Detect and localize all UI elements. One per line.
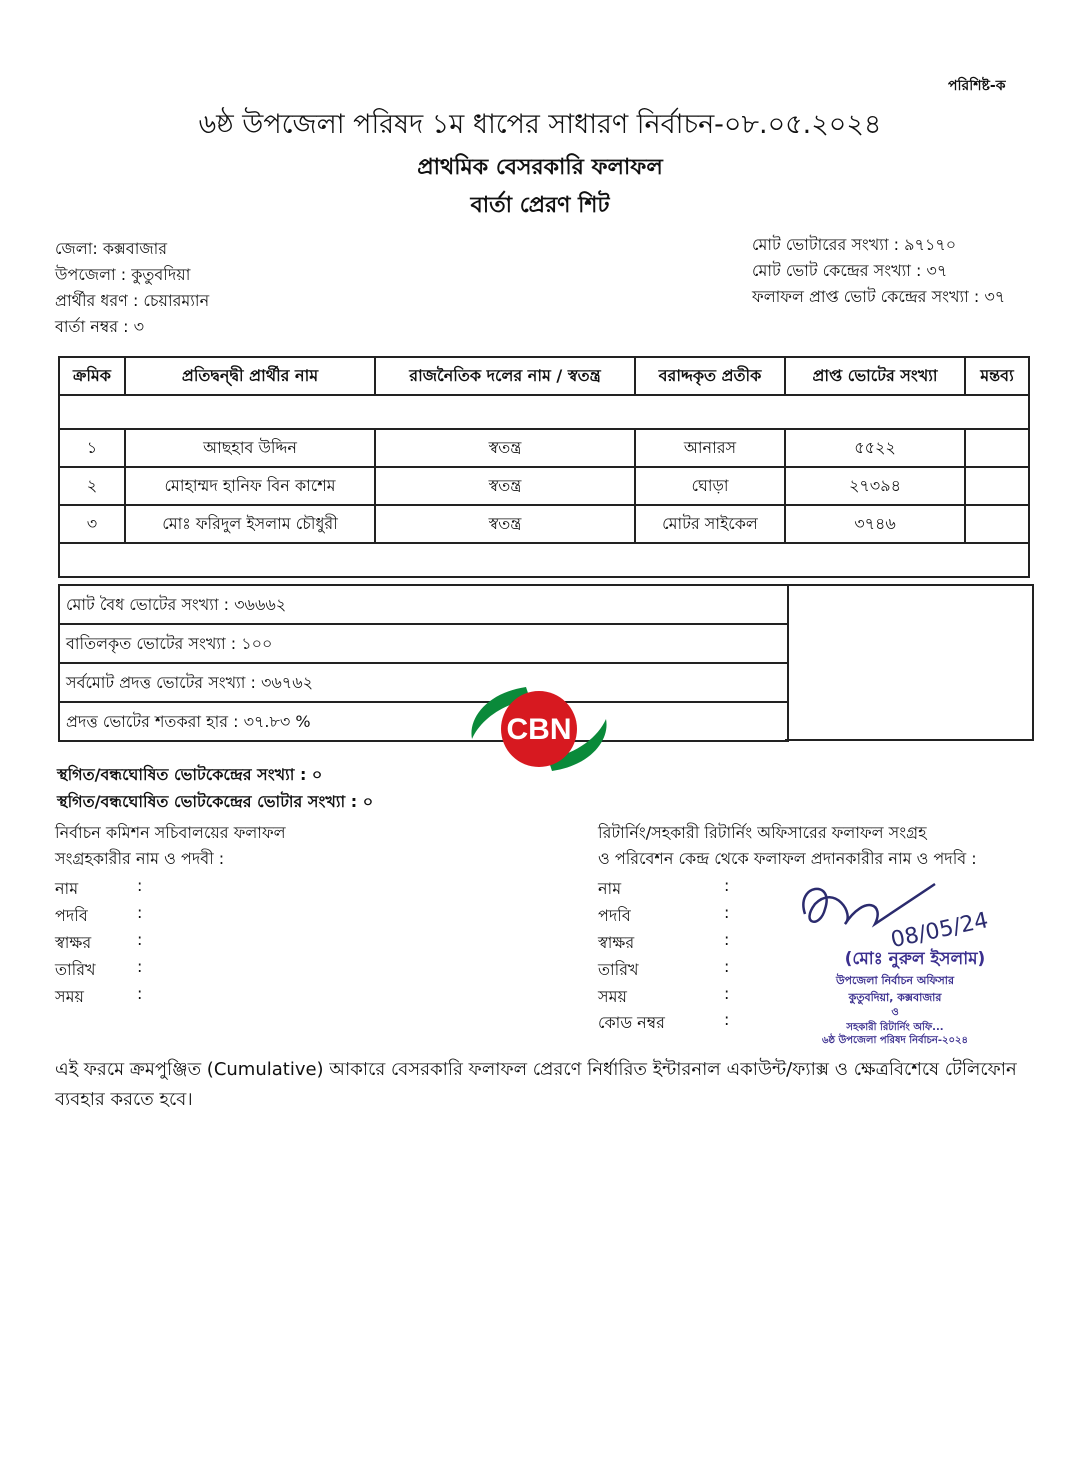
meta-left (55, 236, 209, 340)
col-candidate: প্রতিদ্বন্দ্বী প্রার্থীর নাম (125, 357, 375, 395)
right-colon: : (724, 984, 730, 1003)
row-votes: ৩৭৪৬ (785, 505, 965, 543)
row-name: আছহাব উদ্দিন (125, 429, 375, 467)
total-centers: মোট ভোট কেন্দ্রের সংখ্যা : ৩৭ (752, 261, 948, 280)
total-voters: মোট ভোটারের সংখ্যা : ৯৭১৭০ (752, 235, 957, 254)
left-colon: : (137, 903, 143, 922)
annex-label: পরিশিষ্ট-ক (948, 78, 1006, 94)
right-colon: : (724, 876, 730, 895)
result-centers: ফলাফল প্রাপ্ত ভোট কেন্দ্রের সংখ্যা : ৩৭ (752, 287, 1006, 306)
signature-stamp (795, 874, 1035, 1044)
right-field-signature: স্বাক্ষর (598, 933, 635, 952)
right-section-heading (598, 820, 977, 872)
col-symbol: বরাদ্দকৃত প্রতীক (635, 357, 785, 395)
right-field-time: সময় (598, 987, 627, 1006)
turnout-percent: প্রদত্ত ভোটের শতকরা হার : ৩৭.৮৩ % (60, 703, 787, 742)
row-remark (965, 505, 1029, 543)
row-serial: ২ (59, 467, 125, 505)
left-field-designation: পদবি (55, 906, 88, 925)
right-colon: : (724, 1010, 730, 1029)
left-colon: : (137, 984, 143, 1003)
col-party: রাজনৈতিক দলের নাম / স্বতন্ত্র (375, 357, 635, 395)
total-cast-votes: সর্বমোট প্রদত্ত ভোটের সংখ্যা : ৩৬৭৬২ (60, 664, 787, 703)
stamp-line5: ৬ষ্ঠ উপজেলা পরিষদ নির্বাচন-২০২৪ (821, 1035, 969, 1044)
table-row (59, 429, 1029, 467)
signature-date: 08/05/24 (888, 908, 991, 954)
district: জেলা: কক্সবাজার (55, 239, 168, 258)
signature-scribble (803, 884, 935, 924)
col-remark: মন্তব্য (965, 357, 1029, 395)
cbn-watermark-logo (466, 681, 612, 777)
left-section-heading (55, 820, 286, 872)
sheet-title: বার্তা প্রেরণ শিট (470, 193, 610, 218)
page-title: ৬ষ্ঠ উপজেলা পরিষদ ১ম ধাপের সাধারণ নির্বাচন-০৮.০৫.২০২৪ (198, 109, 882, 140)
suspended-centers: স্থগিত/বন্ধঘোষিত ভোটকেন্দ্রের সংখ্যা : ০ (57, 765, 323, 784)
left-colon: : (137, 957, 143, 976)
blank-row (59, 395, 1029, 429)
right-field-name: নাম (598, 879, 622, 898)
right-colon: : (724, 903, 730, 922)
stamp-line3: ও (891, 1007, 899, 1018)
table-row (59, 505, 1029, 543)
footer-note: এই ফরমে ক্রমপুঞ্জিত (Cumulative) আকারে বেসরকারি ফলাফল প্রেরণে নির্ধারিত ইন্টারনাল একাউন্ট/ফ্যাক্স ও ক্ষেত্রবিশেষে টেলিফোন ব্যবহার করতে হবে। (55, 1059, 1017, 1110)
row-symbol: আনারস (635, 429, 785, 467)
meta-right (752, 232, 1005, 310)
stamp-line1: উপজেলা নির্বাচন অফিসার (835, 974, 955, 987)
right-field-code: কোড নম্বর (598, 1013, 665, 1032)
row-party: স্বতন্ত্র (375, 505, 635, 543)
results-table (58, 356, 1030, 578)
cancelled-votes: বাতিলকৃত ভোটের সংখ্যা : ১০০ (60, 625, 787, 664)
right-heading-line1: রিটার্নিং/সহকারী রিটার্নিং অফিসারের ফলাফল সংগ্রহ (598, 823, 927, 842)
right-colon: : (724, 930, 730, 949)
left-heading-line2: সংগ্রহকারীর নাম ও পদবী : (55, 849, 225, 868)
row-symbol: ঘোড়া (635, 467, 785, 505)
row-remark (965, 429, 1029, 467)
row-symbol: মোটর সাইকেল (635, 505, 785, 543)
logo-text: CBN (506, 713, 572, 746)
right-heading-line2: ও পরিবেশন কেন্দ্র থেকে ফলাফল প্রদানকারীর নাম ও পদবি : (598, 849, 977, 868)
col-serial: ক্রমিক (59, 357, 125, 395)
table-row (59, 467, 1029, 505)
row-name: মোঃ ফরিদুল ইসলাম চৌধুরী (125, 505, 375, 543)
stamp-line4: সহকারী রিটার্নিং অফি... (846, 1022, 944, 1033)
summary-remark-box (785, 584, 1034, 741)
message-number: বার্তা নম্বর : ৩ (55, 317, 145, 336)
left-colon: : (137, 930, 143, 949)
row-name: মোহাম্মদ হানিফ বিন কাশেম (125, 467, 375, 505)
row-votes: ৫৫২২ (785, 429, 965, 467)
right-field-date: তারিখ (598, 960, 639, 979)
right-field-designation: পদবি (598, 906, 631, 925)
stamp-line2: কুতুবদিয়া, কক্সবাজার (848, 991, 942, 1004)
left-field-name: নাম (55, 879, 79, 898)
row-serial: ১ (59, 429, 125, 467)
col-votes: প্রাপ্ত ভোটের সংখ্যা (785, 357, 965, 395)
summary-box (58, 584, 789, 742)
right-colon: : (724, 957, 730, 976)
blank-row (59, 543, 1029, 577)
table-header-row (59, 357, 1029, 395)
left-field-date: তারিখ (55, 960, 96, 979)
valid-votes: মোট বৈধ ভোটের সংখ্যা : ৩৬৬৬২ (60, 586, 787, 625)
left-field-time: সময় (55, 987, 84, 1006)
row-votes: ২৭৩৯৪ (785, 467, 965, 505)
upazila: উপজেলা : কুতুবদিয়া (55, 265, 191, 284)
row-remark (965, 467, 1029, 505)
stamp-name: (মোঃ নুরুল ইসলাম) (844, 949, 986, 969)
row-party: স্বতন্ত্র (375, 429, 635, 467)
left-heading-line1: নির্বাচন কমিশন সচিবালয়ের ফলাফল (55, 823, 286, 842)
left-field-signature: স্বাক্ষর (55, 933, 92, 952)
suspended-voters: স্থগিত/বন্ধঘোষিত ভোটকেন্দ্রের ভোটার সংখ্যা : ০ (57, 792, 374, 811)
page-subtitle: প্রাথমিক বেসরকারি ফলাফল (417, 155, 663, 180)
candidate-type: প্রার্থীর ধরণ : চেয়ারম্যান (55, 291, 210, 310)
left-colon: : (137, 876, 143, 895)
row-serial: ৩ (59, 505, 125, 543)
row-party: স্বতন্ত্র (375, 467, 635, 505)
